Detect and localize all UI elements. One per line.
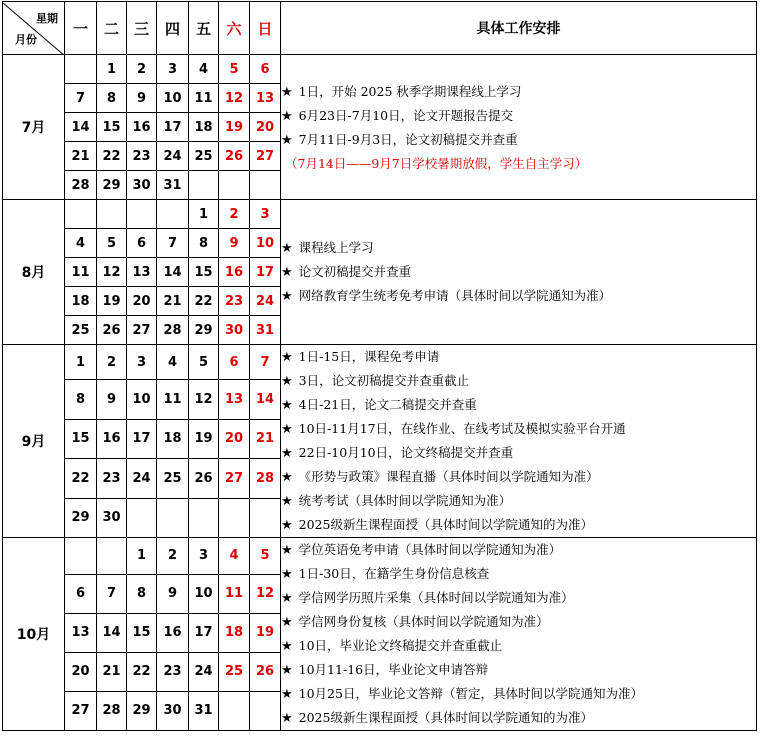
header-corner-cell [3, 2, 65, 55]
day-cell: 24 [157, 142, 189, 171]
day-cell: 25 [189, 142, 219, 171]
work-item-text: 1日-30日，在籍学生身份信息核查 [298, 566, 490, 581]
month-label-cell: 10月 [3, 538, 65, 731]
work-item [281, 417, 756, 441]
day-cell: 1 [97, 55, 127, 84]
day-cell: 14 [157, 258, 189, 287]
star-icon: ★ [281, 543, 293, 558]
day-cell: 23 [97, 459, 127, 498]
work-item-text: 课程线上学习 [298, 240, 374, 255]
day-cell: 28 [250, 459, 281, 498]
work-item-text: 6月23日-7月10日，论文开题报告提交 [298, 107, 514, 123]
star-icon: ★ [281, 108, 293, 124]
work-item [281, 610, 756, 634]
work-item [281, 658, 756, 682]
day-cell: 19 [189, 419, 219, 458]
work-item [281, 682, 756, 706]
day-cell: 11 [157, 380, 189, 419]
day-cell [219, 498, 250, 537]
day-cell: 15 [189, 258, 219, 287]
day-cell: 11 [65, 258, 97, 287]
day-cell: 29 [97, 171, 127, 200]
day-cell: 8 [97, 84, 127, 113]
week-row [3, 55, 757, 84]
day-cell: 30 [127, 171, 157, 200]
day-cell: 5 [189, 345, 219, 380]
day-cell: 21 [250, 419, 281, 458]
work-item-text: 学信网身份复核（具体时间以学院通知为准） [298, 614, 549, 629]
day-cell: 17 [250, 258, 281, 287]
day-cell: 19 [250, 613, 281, 652]
day-cell: 9 [97, 380, 127, 419]
day-cell: 27 [250, 142, 281, 171]
work-item [281, 465, 756, 489]
star-icon: ★ [281, 494, 293, 509]
schedule-calendar-table [2, 1, 757, 731]
day-cell: 5 [250, 538, 281, 575]
day-cell: 29 [189, 316, 219, 345]
weekday-header-4: 四 [157, 2, 189, 55]
work-item [281, 393, 756, 417]
work-item-text: 10日，毕业论文终稿提交并查重截止 [298, 638, 503, 653]
day-cell: 12 [250, 574, 281, 613]
weekday-header-2: 二 [97, 2, 127, 55]
work-item [281, 284, 756, 308]
weekday-header-3: 三 [127, 2, 157, 55]
day-cell: 27 [65, 691, 97, 730]
day-cell: 8 [65, 380, 97, 419]
day-cell: 8 [127, 574, 157, 613]
day-cell: 10 [127, 380, 157, 419]
star-icon: ★ [281, 711, 293, 726]
day-cell: 22 [127, 652, 157, 691]
day-cell: 14 [250, 380, 281, 419]
star-icon: ★ [281, 518, 293, 533]
star-icon: ★ [281, 241, 293, 256]
day-cell: 25 [65, 316, 97, 345]
day-cell: 29 [65, 498, 97, 537]
work-items-cell [281, 345, 757, 538]
day-cell: 2 [219, 200, 250, 229]
month-label-cell: 8月 [3, 200, 65, 345]
day-cell: 22 [97, 142, 127, 171]
work-item-text: 3日，论文初稿提交并查重截止 [298, 373, 470, 388]
work-item [281, 369, 756, 393]
day-cell: 17 [157, 113, 189, 142]
day-cell: 16 [127, 113, 157, 142]
week-row [3, 345, 757, 380]
day-cell: 1 [189, 200, 219, 229]
star-icon: ★ [281, 422, 293, 437]
day-cell: 29 [127, 691, 157, 730]
work-item-text: 2025级新生课程面授（具体时间以学院通知的为准） [298, 710, 593, 725]
day-cell: 26 [189, 459, 219, 498]
day-cell: 26 [250, 652, 281, 691]
day-cell: 26 [219, 142, 250, 171]
day-cell: 16 [97, 419, 127, 458]
work-item-text: 22日-10月10日，论文终稿提交并查重 [298, 445, 514, 460]
day-cell: 9 [157, 574, 189, 613]
day-cell [189, 171, 219, 200]
work-item-text: 1日-15日，课程免考申请 [298, 349, 440, 364]
day-cell: 21 [97, 652, 127, 691]
day-cell: 14 [97, 613, 127, 652]
day-cell: 11 [189, 84, 219, 113]
day-cell [127, 200, 157, 229]
day-cell [219, 691, 250, 730]
day-cell: 6 [219, 345, 250, 380]
work-item-text: 10日-11月17日，在线作业、在线考试及模拟实验平台开通 [298, 421, 626, 436]
day-cell: 2 [157, 538, 189, 575]
star-icon: ★ [281, 663, 293, 678]
work-item [281, 441, 756, 465]
day-cell: 2 [127, 55, 157, 84]
star-icon: ★ [281, 446, 293, 461]
day-cell: 24 [127, 459, 157, 498]
star-icon: ★ [281, 398, 293, 413]
day-cell: 17 [189, 613, 219, 652]
work-items-cell [281, 55, 757, 200]
work-item-text: 1日，开始 2025 秋季学期课程线上学习 [298, 83, 522, 99]
day-cell: 14 [65, 113, 97, 142]
work-item [281, 128, 756, 152]
day-cell: 15 [97, 113, 127, 142]
day-cell: 27 [127, 316, 157, 345]
star-icon: ★ [281, 289, 293, 304]
day-cell [250, 498, 281, 537]
day-cell: 2 [97, 345, 127, 380]
day-cell: 30 [219, 316, 250, 345]
day-cell: 21 [65, 142, 97, 171]
day-cell: 20 [219, 419, 250, 458]
work-item-text: 2025级新生课程面授（具体时间以学院通知的为准） [298, 517, 593, 532]
day-cell: 15 [65, 419, 97, 458]
work-arrangement-header: 具体工作安排 [281, 2, 757, 55]
day-cell: 13 [250, 84, 281, 113]
star-icon: ★ [281, 350, 293, 365]
day-cell: 27 [219, 459, 250, 498]
day-cell: 11 [219, 574, 250, 613]
star-icon: ★ [281, 470, 293, 485]
day-cell: 6 [127, 229, 157, 258]
day-cell: 3 [157, 55, 189, 84]
day-cell: 7 [97, 574, 127, 613]
work-item [281, 80, 756, 104]
work-items-cell [281, 538, 757, 731]
day-cell: 31 [157, 171, 189, 200]
day-cell: 3 [250, 200, 281, 229]
day-cell: 17 [127, 419, 157, 458]
work-item-text: 网络教育学生统考免考申请（具体时间以学院通知为准） [298, 288, 612, 303]
day-cell: 12 [189, 380, 219, 419]
month-label-cell: 7月 [3, 55, 65, 200]
work-item [281, 345, 756, 369]
day-cell: 20 [250, 113, 281, 142]
day-cell [65, 538, 97, 575]
day-cell: 5 [97, 229, 127, 258]
day-cell: 9 [219, 229, 250, 258]
corner-month-label: 月份 [15, 32, 37, 46]
day-cell: 13 [219, 380, 250, 419]
day-cell: 12 [219, 84, 250, 113]
day-cell: 24 [189, 652, 219, 691]
day-cell [97, 538, 127, 575]
day-cell: 20 [65, 652, 97, 691]
work-item [281, 706, 756, 730]
weekday-header-5: 五 [189, 2, 219, 55]
star-icon: ★ [281, 132, 293, 148]
day-cell: 8 [189, 229, 219, 258]
day-cell: 4 [219, 538, 250, 575]
day-cell: 4 [189, 55, 219, 84]
work-item-text: 7月11日-9月3日，论文初稿提交并查重 [298, 131, 518, 147]
day-cell: 28 [157, 316, 189, 345]
star-icon: ★ [281, 265, 293, 280]
day-cell: 3 [127, 345, 157, 380]
day-cell: 19 [97, 287, 127, 316]
day-cell: 10 [250, 229, 281, 258]
week-row [3, 538, 757, 575]
day-cell: 22 [65, 459, 97, 498]
day-cell: 12 [97, 258, 127, 287]
day-cell: 22 [189, 287, 219, 316]
day-cell: 7 [250, 345, 281, 380]
day-cell: 20 [127, 287, 157, 316]
work-item-text: 10月25日，毕业论文答辩（暂定，具体时间以学院通知为准） [298, 686, 643, 701]
star-icon: ★ [281, 591, 293, 606]
day-cell: 13 [127, 258, 157, 287]
day-cell [250, 691, 281, 730]
day-cell: 6 [65, 574, 97, 613]
work-item [281, 513, 756, 537]
day-cell: 18 [157, 419, 189, 458]
star-icon: ★ [281, 687, 293, 702]
vacation-note: （7月14日——9月7日学校暑期放假，学生自主学习） [285, 155, 588, 171]
work-item [281, 236, 756, 260]
day-cell: 15 [127, 613, 157, 652]
day-cell: 25 [219, 652, 250, 691]
work-item-text: 统考考试（具体时间以学院通知为准） [298, 493, 512, 508]
day-cell: 28 [97, 691, 127, 730]
day-cell: 23 [157, 652, 189, 691]
day-cell: 31 [189, 691, 219, 730]
work-item [281, 586, 756, 610]
day-cell: 31 [250, 316, 281, 345]
day-cell [65, 200, 97, 229]
day-cell: 5 [219, 55, 250, 84]
day-cell [250, 171, 281, 200]
corner-weekday-label: 星期 [36, 11, 58, 25]
day-cell [189, 498, 219, 537]
work-item [281, 104, 756, 128]
day-cell: 18 [65, 287, 97, 316]
star-icon: ★ [281, 567, 293, 582]
day-cell: 6 [250, 55, 281, 84]
work-item [281, 538, 756, 562]
day-cell: 21 [157, 287, 189, 316]
day-cell: 7 [65, 84, 97, 113]
day-cell: 13 [65, 613, 97, 652]
work-item-text: 4日-21日，论文二稿提交并查重 [298, 397, 477, 412]
day-cell [157, 498, 189, 537]
day-cell [65, 55, 97, 84]
day-cell: 9 [127, 84, 157, 113]
day-cell: 24 [250, 287, 281, 316]
day-cell: 18 [219, 613, 250, 652]
work-item [281, 260, 756, 284]
work-item-text: 论文初稿提交并查重 [298, 264, 412, 279]
day-cell [97, 200, 127, 229]
day-cell: 18 [189, 113, 219, 142]
day-cell: 16 [219, 258, 250, 287]
day-cell: 4 [65, 229, 97, 258]
day-cell: 4 [157, 345, 189, 380]
day-cell: 16 [157, 613, 189, 652]
star-icon: ★ [281, 374, 293, 389]
day-cell: 7 [157, 229, 189, 258]
day-cell: 19 [219, 113, 250, 142]
star-icon: ★ [281, 639, 293, 654]
weekday-header-1: 一 [65, 2, 97, 55]
work-item [281, 562, 756, 586]
day-cell: 3 [189, 538, 219, 575]
day-cell: 25 [157, 459, 189, 498]
day-cell: 1 [65, 345, 97, 380]
work-item-text: 学信网学历照片采集（具体时间以学院通知为准） [298, 590, 574, 605]
day-cell [157, 200, 189, 229]
day-cell: 28 [65, 171, 97, 200]
work-item-text: 10月11-16日，毕业论文申请答辩 [298, 662, 489, 677]
weekday-header-7: 日 [250, 2, 281, 55]
day-cell: 23 [219, 287, 250, 316]
star-icon: ★ [281, 84, 293, 100]
day-cell: 10 [157, 84, 189, 113]
month-label-cell: 9月 [3, 345, 65, 538]
day-cell: 30 [157, 691, 189, 730]
star-icon: ★ [281, 615, 293, 630]
work-item [281, 634, 756, 658]
day-cell: 1 [127, 538, 157, 575]
work-item [281, 489, 756, 513]
day-cell [127, 498, 157, 537]
week-row [3, 200, 757, 229]
day-cell: 23 [127, 142, 157, 171]
day-cell: 10 [189, 574, 219, 613]
day-cell: 26 [97, 316, 127, 345]
work-item-text: 学位英语免考申请（具体时间以学院通知为准） [298, 542, 562, 557]
day-cell [219, 171, 250, 200]
work-items-cell [281, 200, 757, 345]
work-item-text: 《形势与政策》课程直播（具体时间以学院通知为准） [298, 469, 599, 484]
day-cell: 30 [97, 498, 127, 537]
weekday-header-6: 六 [219, 2, 250, 55]
